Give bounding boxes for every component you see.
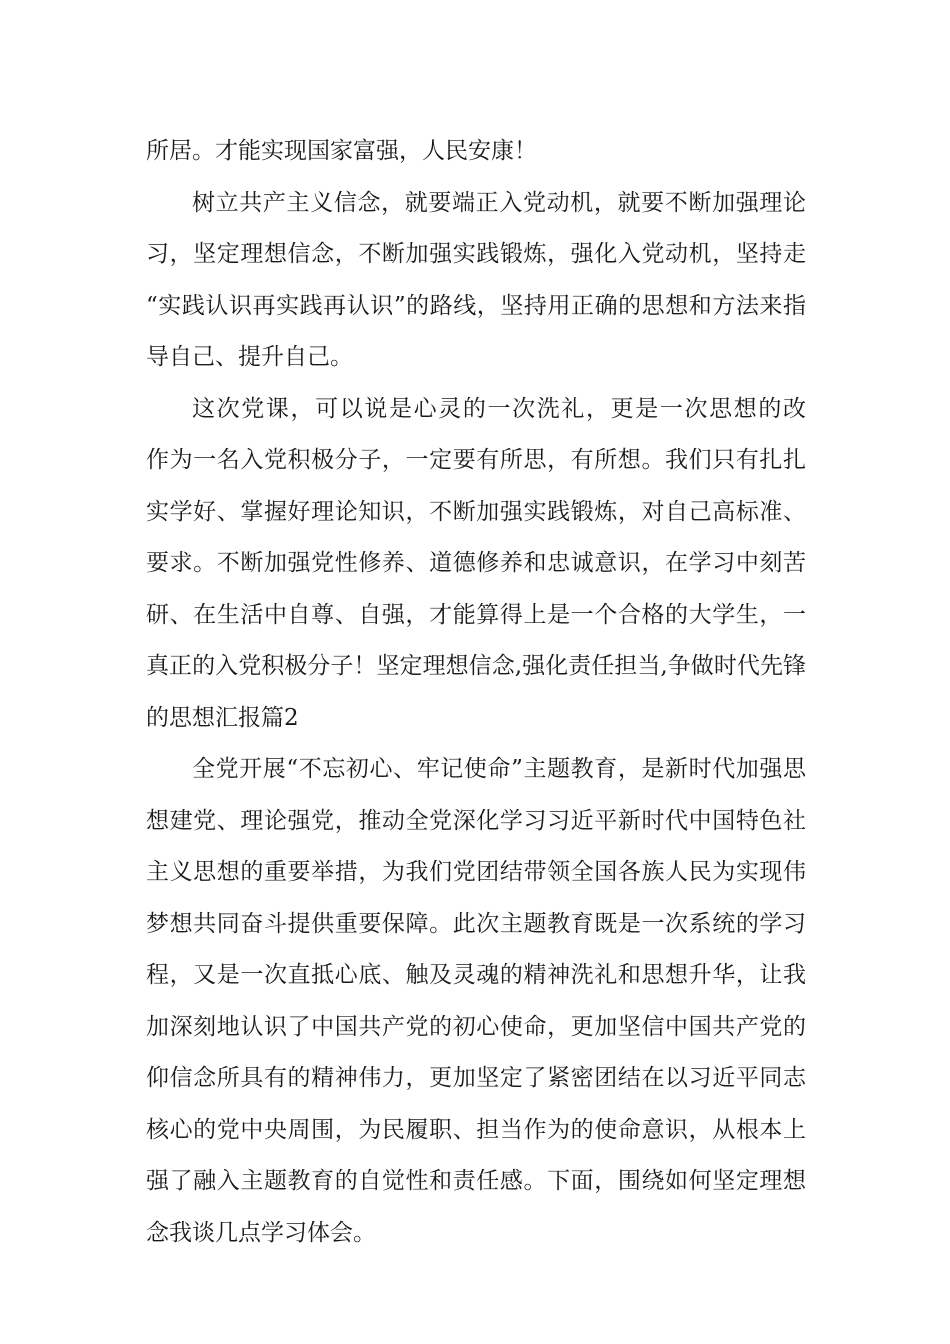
text-line: 习，坚定理想信念，不断加强实践锻炼，强化入党动机，坚持走: [146, 241, 806, 267]
text-line: 想建党、理论强党，推动全党深化学习习近平新时代中国特色社: [146, 807, 806, 834]
text-line: 所居。才能实现国家富强，人民安康！: [146, 138, 537, 164]
text-line: 树立共产主义信念，就要端正入党动机，就要不断加强理论: [192, 189, 806, 216]
text-line: 核心的党中央周围，为民履职、担当作为的使命意识，从根本上: [146, 1116, 806, 1143]
text-line: 主义思想的重要举措，为我们党团结带领全国各族人民为实现伟: [146, 859, 806, 885]
document-body: [146, 126, 806, 1259]
text-line: 真正的入党积极分子！坚定理想信念,强化责任担当,争做时代先锋: [146, 653, 806, 679]
text-line: 仰信念所具有的精神伟力，更加坚定了紧密团结在以习近平同志: [146, 1065, 806, 1091]
text-line: 要求。不断加强党性修养、道德修养和忠诚意识，在学习中刻苦: [146, 550, 806, 576]
text-line: 这次党课，可以说是心灵的一次洗礼，更是一次思想的改: [192, 395, 806, 422]
paragraph-party-class: [146, 384, 806, 745]
text-line: 念我谈几点学习体会。: [146, 1219, 376, 1246]
paragraph-continuation: [146, 126, 806, 178]
text-line: 导自己、提升自己。: [146, 344, 353, 370]
text-line: 实学好、掌握好理论知识，不断加强实践锻炼，对自己高标准、: [146, 498, 806, 525]
text-line: 作为一名入党积极分子，一定要有所思，有所想。我们只有扎扎: [146, 447, 806, 473]
paragraph-theme-education: [146, 744, 806, 1259]
text-line: 全党开展“不忘初心、牢记使命”主题教育，是新时代加强思: [192, 756, 806, 782]
text-line: 强了融入主题教育的自觉性和责任感。下面，围绕如何坚定理想: [146, 1168, 806, 1194]
text-line: 程，又是一次直抵心底、触及灵魂的精神洗礼和思想升华，让我: [146, 962, 806, 988]
text-line: “实践认识再实践再认识”的路线，坚持用正确的思想和方法来指: [146, 292, 806, 319]
text-line: 研、在生活中自尊、自强，才能算得上是一个合格的大学生，一: [146, 601, 806, 628]
text-line: 梦想共同奋斗提供重要保障。此次主题教育既是一次系统的学习: [146, 910, 806, 937]
text-line: 的思想汇报篇2: [146, 704, 299, 731]
paragraph-belief: [146, 178, 806, 384]
text-line: 加深刻地认识了中国共产党的初心使命，更加坚信中国共产党的: [146, 1013, 806, 1040]
